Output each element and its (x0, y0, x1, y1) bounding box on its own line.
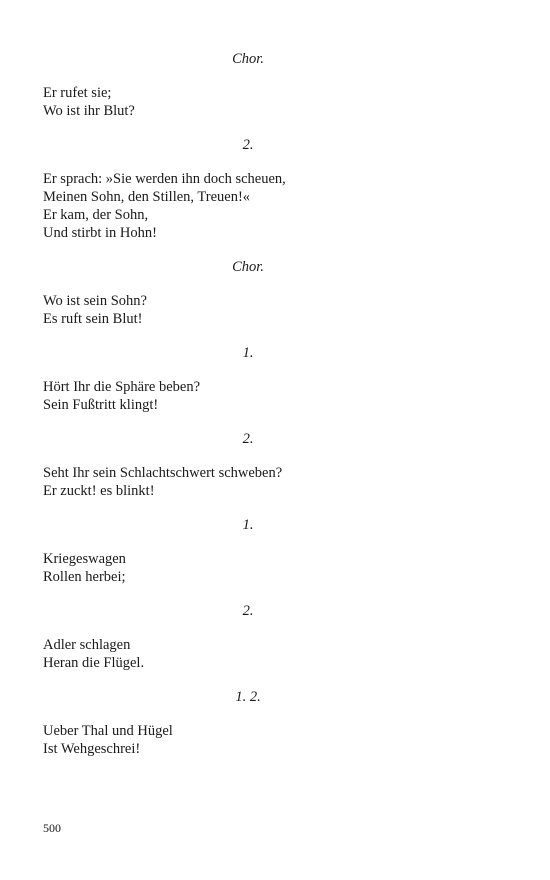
page-number: 500 (43, 821, 61, 835)
speaker-label: 2. (242, 137, 254, 153)
verse-line: Wo ist ihr Blut? (43, 103, 135, 119)
speaker-label: 2. (242, 431, 254, 447)
verse-line: Sein Fußtritt klingt! (43, 397, 159, 413)
verse-line: Er sprach: »Sie werden ihn doch scheuen, (43, 171, 286, 187)
speaker-label: Chor. (232, 259, 264, 275)
verse-line: Seht Ihr sein Schlachtschwert schweben? (43, 465, 283, 481)
verse-line: Kriegeswagen (43, 551, 126, 567)
verse-line: Hört Ihr die Sphäre beben? (43, 379, 201, 395)
verse-line: Es ruft sein Blut! (43, 311, 143, 327)
verse-line: Ist Wehgeschrei! (43, 741, 141, 757)
speaker-label: 1. 2. (235, 689, 261, 705)
poem-page (43, 50, 463, 758)
speaker-label: 2. (242, 603, 254, 619)
verse-line: Er kam, der Sohn, (43, 207, 149, 223)
verse-line: Meinen Sohn, den Stillen, Treuen!« (43, 189, 251, 205)
speaker-label: Chor. (232, 51, 264, 67)
stanza (43, 84, 463, 120)
stanza (43, 636, 463, 672)
stanza (43, 292, 463, 328)
stanza (43, 378, 463, 414)
stanza (43, 722, 463, 758)
verse-line: Heran die Flügel. (43, 655, 145, 671)
verse-line: Wo ist sein Sohn? (43, 293, 147, 309)
verse-line: Ueber Thal und Hügel (43, 723, 173, 739)
stanza (43, 550, 463, 586)
stanza (43, 170, 463, 242)
speaker-label: 1. (242, 345, 254, 361)
verse-line: Rollen herbei; (43, 569, 126, 585)
verse-line: Er rufet sie; (43, 85, 112, 101)
verse-line: Adler schlagen (43, 637, 131, 653)
speaker-label: 1. (242, 517, 254, 533)
verse-line: Und stirbt in Hohn! (43, 225, 157, 241)
verse-line: Er zuckt! es blinkt! (43, 483, 155, 499)
stanza (43, 464, 463, 500)
